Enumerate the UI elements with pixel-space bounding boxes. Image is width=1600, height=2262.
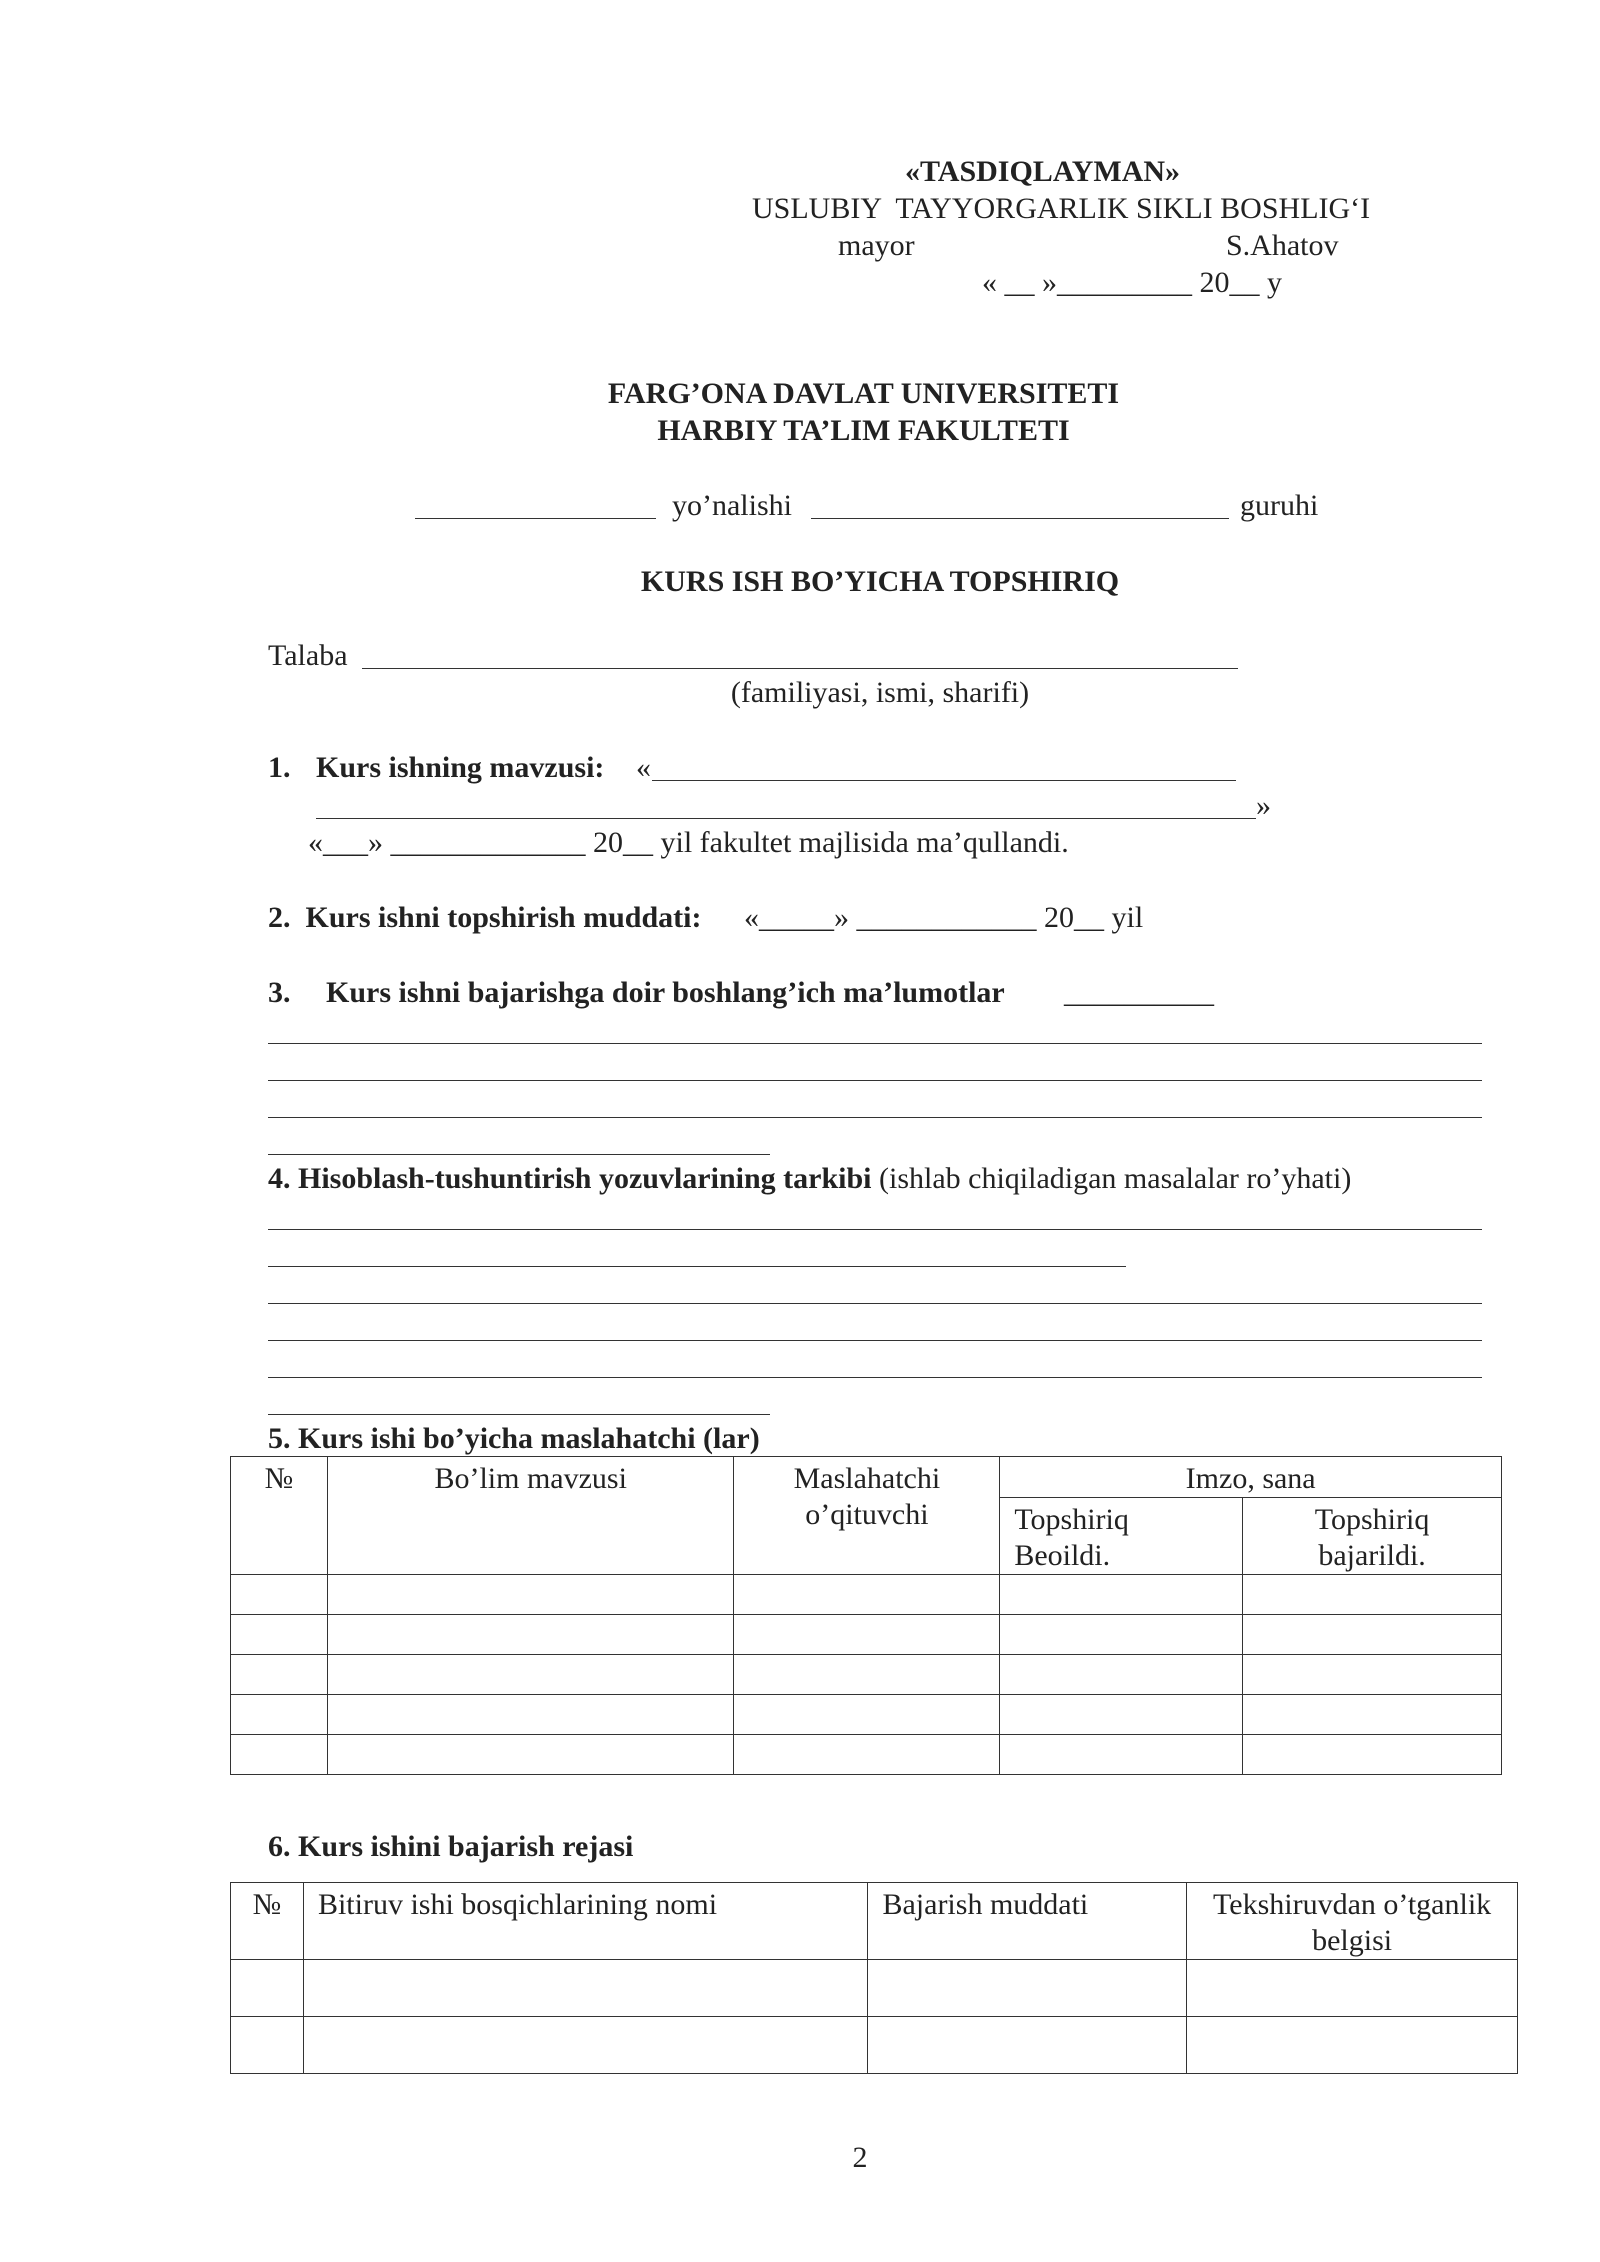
item3-label: Kurs ishni bajarishga doir boshlang’ich ma’lumotlar — [326, 976, 1005, 1009]
table-cell[interactable] — [1000, 1695, 1243, 1735]
topic-blank-2[interactable] — [316, 818, 1256, 819]
advisors-header-no: № — [231, 1457, 328, 1575]
document-title: KURS ISH BO’YICHA TOPSHIRIQ — [640, 565, 1120, 598]
advisors-header-section: Bo’lim mavzusi — [327, 1457, 734, 1575]
data-line-3[interactable] — [268, 1117, 1482, 1118]
data-line-4[interactable] — [268, 1154, 770, 1155]
table-cell[interactable] — [1000, 1615, 1243, 1655]
table-cell[interactable] — [1187, 1960, 1518, 2017]
table-cell[interactable] — [231, 1735, 328, 1775]
table-row — [231, 1695, 1502, 1735]
table-cell[interactable] — [231, 2017, 304, 2074]
table-cell[interactable] — [327, 1695, 734, 1735]
advisors-header-advisor: Maslahatchi o’qituvchi — [734, 1457, 1000, 1575]
approval-name: S.Ahatov — [1226, 229, 1339, 262]
item2-label: 2. Kurs ishni topshirish muddati: — [268, 901, 702, 934]
item4-label: 4. Hisoblash-tushuntirish yozuvlarining tarkibi — [268, 1162, 872, 1195]
table-row — [231, 1960, 1518, 2017]
table-cell[interactable] — [868, 1960, 1187, 2017]
table-cell[interactable] — [734, 1655, 1000, 1695]
item5-label: 5. Kurs ishi bo’yicha maslahatchi (lar) — [268, 1422, 760, 1455]
plan-table — [230, 1882, 1518, 2074]
table-cell[interactable] — [231, 1655, 328, 1695]
advisors-header-signature: Imzo, sana — [1000, 1457, 1502, 1498]
item1-open-quote: « — [636, 751, 651, 784]
table-cell[interactable] — [303, 1960, 868, 2017]
contents-line-1[interactable] — [268, 1229, 1482, 1230]
approval-title: «TASDIQLAYMAN» — [905, 155, 1181, 188]
table-cell[interactable] — [303, 2017, 868, 2074]
table-cell[interactable] — [734, 1575, 1000, 1615]
advisors-header-given: Topshiriq Beoildi. — [1000, 1498, 1243, 1575]
direction-blank[interactable] — [415, 518, 656, 519]
group-label: guruhi — [1240, 489, 1319, 522]
topic-blank-1[interactable] — [652, 780, 1236, 781]
approval-position: USLUBIY TAYYORGARLIK SIKLI BOSHLIG‘I — [752, 192, 1371, 225]
plan-header-no: № — [231, 1883, 304, 1960]
contents-line-2[interactable] — [268, 1266, 1126, 1267]
contents-line-3[interactable] — [268, 1303, 1482, 1304]
item1-number: 1. — [268, 751, 291, 784]
student-name-blank[interactable] — [362, 668, 1238, 669]
item4-note: (ishlab chiqiladigan masalalar ro’yhati) — [879, 1162, 1352, 1195]
plan-header-deadline: Bajarish muddati — [868, 1883, 1187, 1960]
table-cell[interactable] — [1187, 2017, 1518, 2074]
table-cell[interactable] — [1243, 1575, 1502, 1615]
table-cell[interactable] — [734, 1615, 1000, 1655]
institution-line1: FARG’ONA DAVLAT UNIVERSITETI — [607, 377, 1120, 410]
contents-line-5[interactable] — [268, 1377, 1482, 1378]
table-row — [231, 2017, 1518, 2074]
table-cell[interactable] — [327, 1575, 734, 1615]
contents-line-6[interactable] — [268, 1414, 770, 1415]
table-row — [231, 1735, 1502, 1775]
item1-approval-line: «___» _____________ 20__ yil fakultet majlisida ma’qullandi. — [308, 826, 1069, 859]
table-cell[interactable] — [734, 1695, 1000, 1735]
item6-label: 6. Kurs ishini bajarish rejasi — [268, 1830, 634, 1863]
table-cell[interactable] — [231, 1960, 304, 2017]
page-number: 2 — [852, 2141, 868, 2174]
table-cell[interactable] — [231, 1575, 328, 1615]
item1-label: Kurs ishning mavzusi: — [316, 751, 605, 784]
data-line-2[interactable] — [268, 1080, 1482, 1081]
table-cell[interactable] — [327, 1615, 734, 1655]
table-cell[interactable] — [231, 1695, 328, 1735]
group-blank[interactable] — [811, 518, 1229, 519]
table-cell[interactable] — [231, 1615, 328, 1655]
table-row — [231, 1575, 1502, 1615]
approval-date-line: « __ »_________ 20__ y — [982, 266, 1282, 299]
table-cell[interactable] — [868, 2017, 1187, 2074]
direction-label: yo’nalishi — [672, 489, 792, 522]
approval-rank: mayor — [838, 229, 915, 262]
item3-number: 3. — [268, 976, 291, 1009]
table-cell[interactable] — [1000, 1655, 1243, 1695]
item1-close-quote: » — [1256, 789, 1271, 822]
item4-heading — [268, 1161, 1351, 1197]
table-cell[interactable] — [1000, 1575, 1243, 1615]
table-cell[interactable] — [1243, 1695, 1502, 1735]
table-cell[interactable] — [327, 1735, 734, 1775]
advisors-header-done: Topshiriq bajarildi. — [1243, 1498, 1502, 1575]
institution-line2: HARBIY TA’LIM FAKULTETI — [657, 414, 1070, 447]
table-row — [231, 1655, 1502, 1695]
table-cell[interactable] — [1243, 1615, 1502, 1655]
item2-deadline-line: «_____» ____________ 20__ yil — [744, 901, 1144, 934]
table-cell[interactable] — [1243, 1655, 1502, 1695]
student-label: Talaba — [268, 639, 348, 672]
contents-line-4[interactable] — [268, 1340, 1482, 1341]
table-cell[interactable] — [327, 1655, 734, 1695]
table-row — [231, 1615, 1502, 1655]
advisors-table — [230, 1456, 1502, 1775]
plan-header-stages: Bitiruv ishi bosqichlarining nomi — [303, 1883, 868, 1960]
plan-header-checked: Tekshiruvdan o’tganlik belgisi — [1187, 1883, 1518, 1960]
table-cell[interactable] — [734, 1735, 1000, 1775]
student-hint: (familiyasi, ismi, sharifi) — [730, 676, 1030, 709]
data-line-1[interactable] — [268, 1043, 1482, 1044]
table-cell[interactable] — [1000, 1735, 1243, 1775]
item3-blank: __________ — [1064, 976, 1214, 1009]
table-cell[interactable] — [1243, 1735, 1502, 1775]
